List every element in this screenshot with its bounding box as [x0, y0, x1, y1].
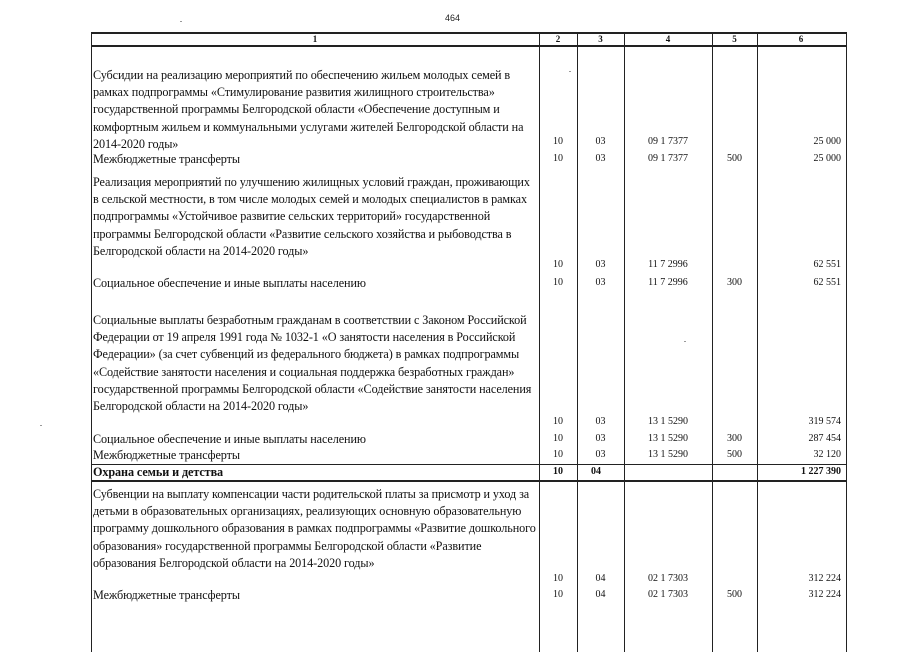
column-rule [757, 32, 758, 652]
row-sum: 62 551 [813, 259, 841, 270]
row-rz: 10 [553, 259, 563, 270]
scan-speck [684, 341, 686, 342]
row-rz: 10 [553, 589, 563, 600]
row-description: Межбюджетные трансферты [93, 448, 240, 462]
column-rule [712, 32, 713, 652]
row-description: Социальное обеспечение и иные выплаты населению [93, 432, 366, 446]
row-sum: 25 000 [813, 136, 841, 147]
header-col-3: 3 [598, 34, 603, 44]
row-description: Межбюджетные трансферты [93, 152, 240, 166]
row-csr: 13 1 5290 [648, 416, 688, 427]
row-pr: 03 [595, 449, 606, 460]
row-vr: 500 [727, 449, 742, 460]
row-description: Субсидии на реализацию мероприятий по обеспечению жильем молодых семей в рамках подпрограммы «Стимулирование развития жилищного строительства» государственной программы Белгородской области «Обеспечение доступным и комфортным жильем и коммунальными услугами жителей Белгородской области на 2014-2020 годы» [93, 68, 524, 151]
row-pr: 03 [595, 277, 606, 288]
row-sum: 319 574 [808, 416, 841, 427]
row-vr: 500 [727, 589, 742, 600]
row-pr: 03 [595, 153, 606, 164]
row-rz: 10 [553, 416, 563, 427]
page-number: 464 [444, 13, 461, 23]
header-rule [91, 45, 846, 47]
row-pr: 03 [595, 433, 606, 444]
header-col-5: 5 [732, 34, 737, 44]
row-sum: 1 227 390 [801, 466, 841, 477]
row-vr: 500 [727, 153, 742, 164]
column-rule [577, 32, 578, 652]
row-pr: 03 [595, 136, 606, 147]
row-csr: 13 1 5290 [648, 433, 688, 444]
row-csr: 13 1 5290 [648, 449, 688, 460]
header-col-6: 6 [798, 34, 804, 44]
row-rz: 10 [553, 136, 563, 147]
row-description: Реализация мероприятий по улучшению жилищных условий граждан, проживающих в сельской местности, в том числе молодых семей и молодых специалистов в рамках подпрограммы «Устойчивое развитие сельских территорий» государственной программы Белгородской области «Развитие сельского хозяйства и рыбоводства в Белгородской области на 2014-2020 годы» [93, 175, 530, 258]
row-rz: 10 [553, 466, 563, 477]
row-description: Социальное обеспечение и иные выплаты населению [93, 276, 366, 290]
header-col-1: 1 [312, 34, 318, 44]
row-pr: 03 [595, 259, 606, 270]
row-rz: 10 [553, 277, 563, 288]
row-pr: 03 [595, 416, 606, 427]
row-rz: 10 [553, 433, 563, 444]
row-csr: 02 1 7303 [648, 573, 688, 584]
row-vr: 300 [727, 277, 742, 288]
row-csr: 02 1 7303 [648, 589, 688, 600]
row-sum: 32 120 [813, 449, 841, 460]
scan-speck [569, 71, 571, 72]
row-description: Социальные выплаты безработным гражданам в соответствии с Законом Российской Федерации от 19 апреля 1991 года № 1032-1 «О занятости населения в Российской Федерации» (за счет субвенций из федерального бюджета) в рамках подпрограммы «Содействие занятости населения и социальная поддержка безработных граждан» государственной программы Белгородской области «Содействие занятости населения Белгородской области на 2014-2020 годы» [93, 313, 532, 414]
row-csr: 09 1 7377 [648, 136, 688, 147]
row-description: Субвенции на выплату компенсации части родительской платы за присмотр и уход за детьми в образовательных организациях, реализующих основную образовательную программу дошкольного образования в рамках подпрограммы «Развитие дошкольного образования» государственной программы Белгородской области «Развитие образования Белгородской области на 2014-2020 годы» [93, 487, 536, 570]
row-csr: 11 7 2996 [648, 259, 688, 270]
row-sum: 287 454 [808, 433, 841, 444]
row-sum: 25 000 [813, 153, 841, 164]
section-title: Охрана семьи и детства [93, 465, 224, 479]
row-sum: 62 551 [813, 277, 841, 288]
row-csr: 09 1 7377 [648, 153, 688, 164]
scan-speck [40, 425, 42, 426]
scan-speck [180, 21, 182, 22]
row-sum: 312 224 [808, 573, 841, 584]
row-sum: 312 224 [808, 589, 841, 600]
row-rz: 10 [553, 573, 563, 584]
row-rz: 10 [553, 449, 563, 460]
row-csr: 11 7 2996 [648, 277, 688, 288]
row-rz: 10 [553, 153, 563, 164]
column-rule [624, 32, 625, 652]
header-col-4: 4 [665, 34, 671, 44]
row-pr: 04 [595, 589, 606, 600]
row-pr: 04 [591, 466, 601, 477]
row-vr: 300 [727, 433, 742, 444]
column-rule [539, 32, 540, 652]
header-col-2: 2 [555, 34, 561, 44]
row-pr: 04 [595, 573, 606, 584]
row-description: Межбюджетные трансферты [93, 588, 240, 602]
